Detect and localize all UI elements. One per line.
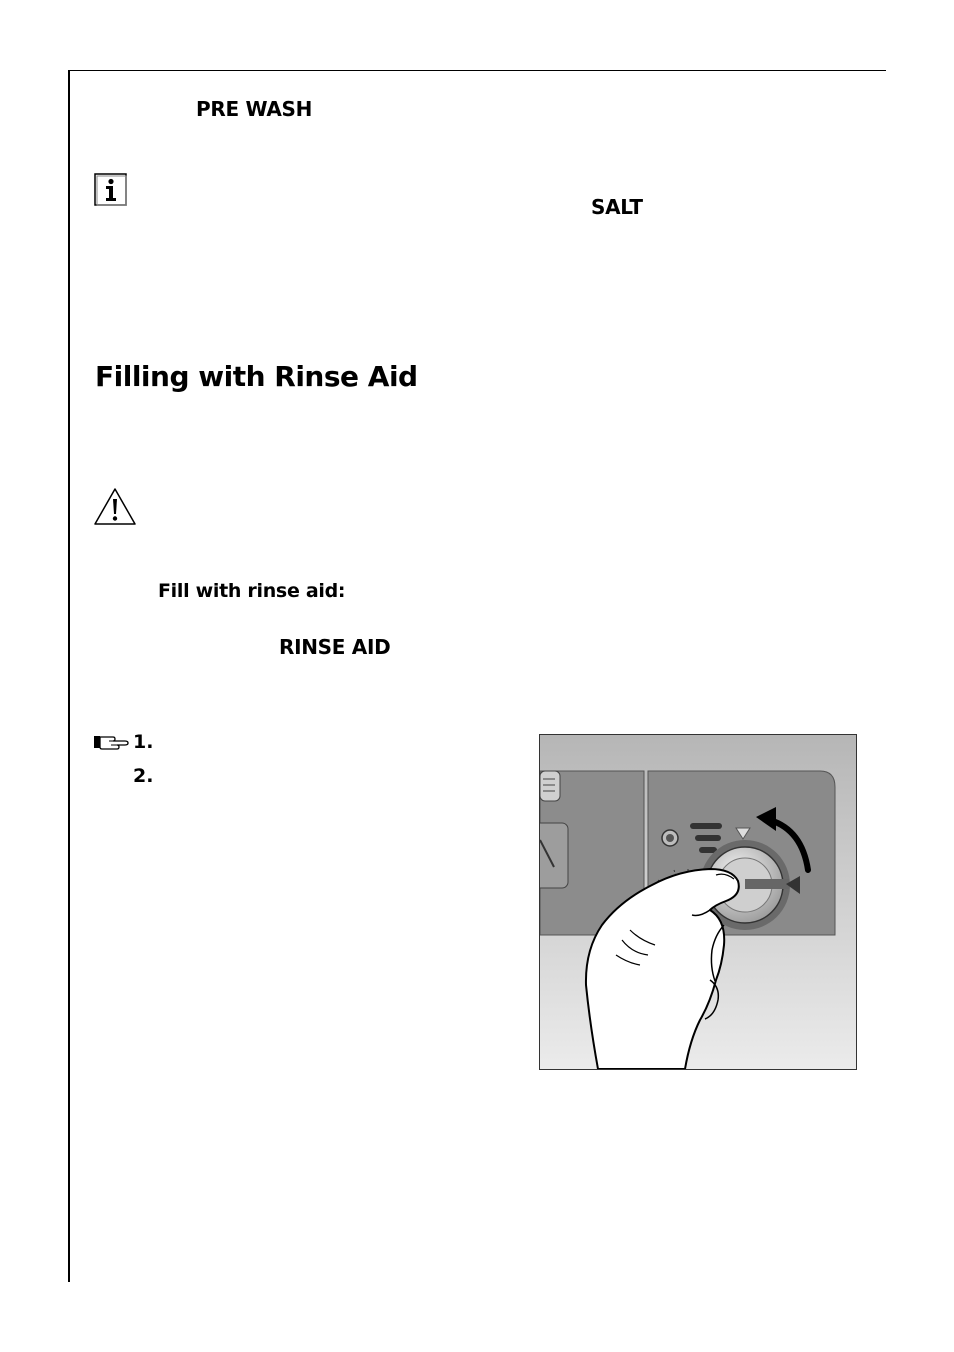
salt-label: SALT bbox=[591, 195, 643, 219]
section-heading: Filling with Rinse Aid bbox=[95, 360, 418, 393]
warning-triangle-icon bbox=[93, 487, 137, 530]
rinse-aid-label: RINSE AID bbox=[279, 635, 391, 659]
fill-rinse-aid-subheading: Fill with rinse aid: bbox=[158, 580, 346, 602]
left-margin-rule bbox=[68, 70, 70, 1282]
pre-wash-label: PRE WASH bbox=[196, 97, 313, 121]
step-1-number: 1. bbox=[133, 731, 154, 753]
step-2-number: 2. bbox=[133, 765, 154, 787]
pointing-hand-icon bbox=[93, 732, 129, 756]
rinse-aid-dial-illustration bbox=[539, 734, 857, 1070]
info-icon bbox=[94, 173, 127, 210]
top-rule bbox=[69, 70, 886, 71]
